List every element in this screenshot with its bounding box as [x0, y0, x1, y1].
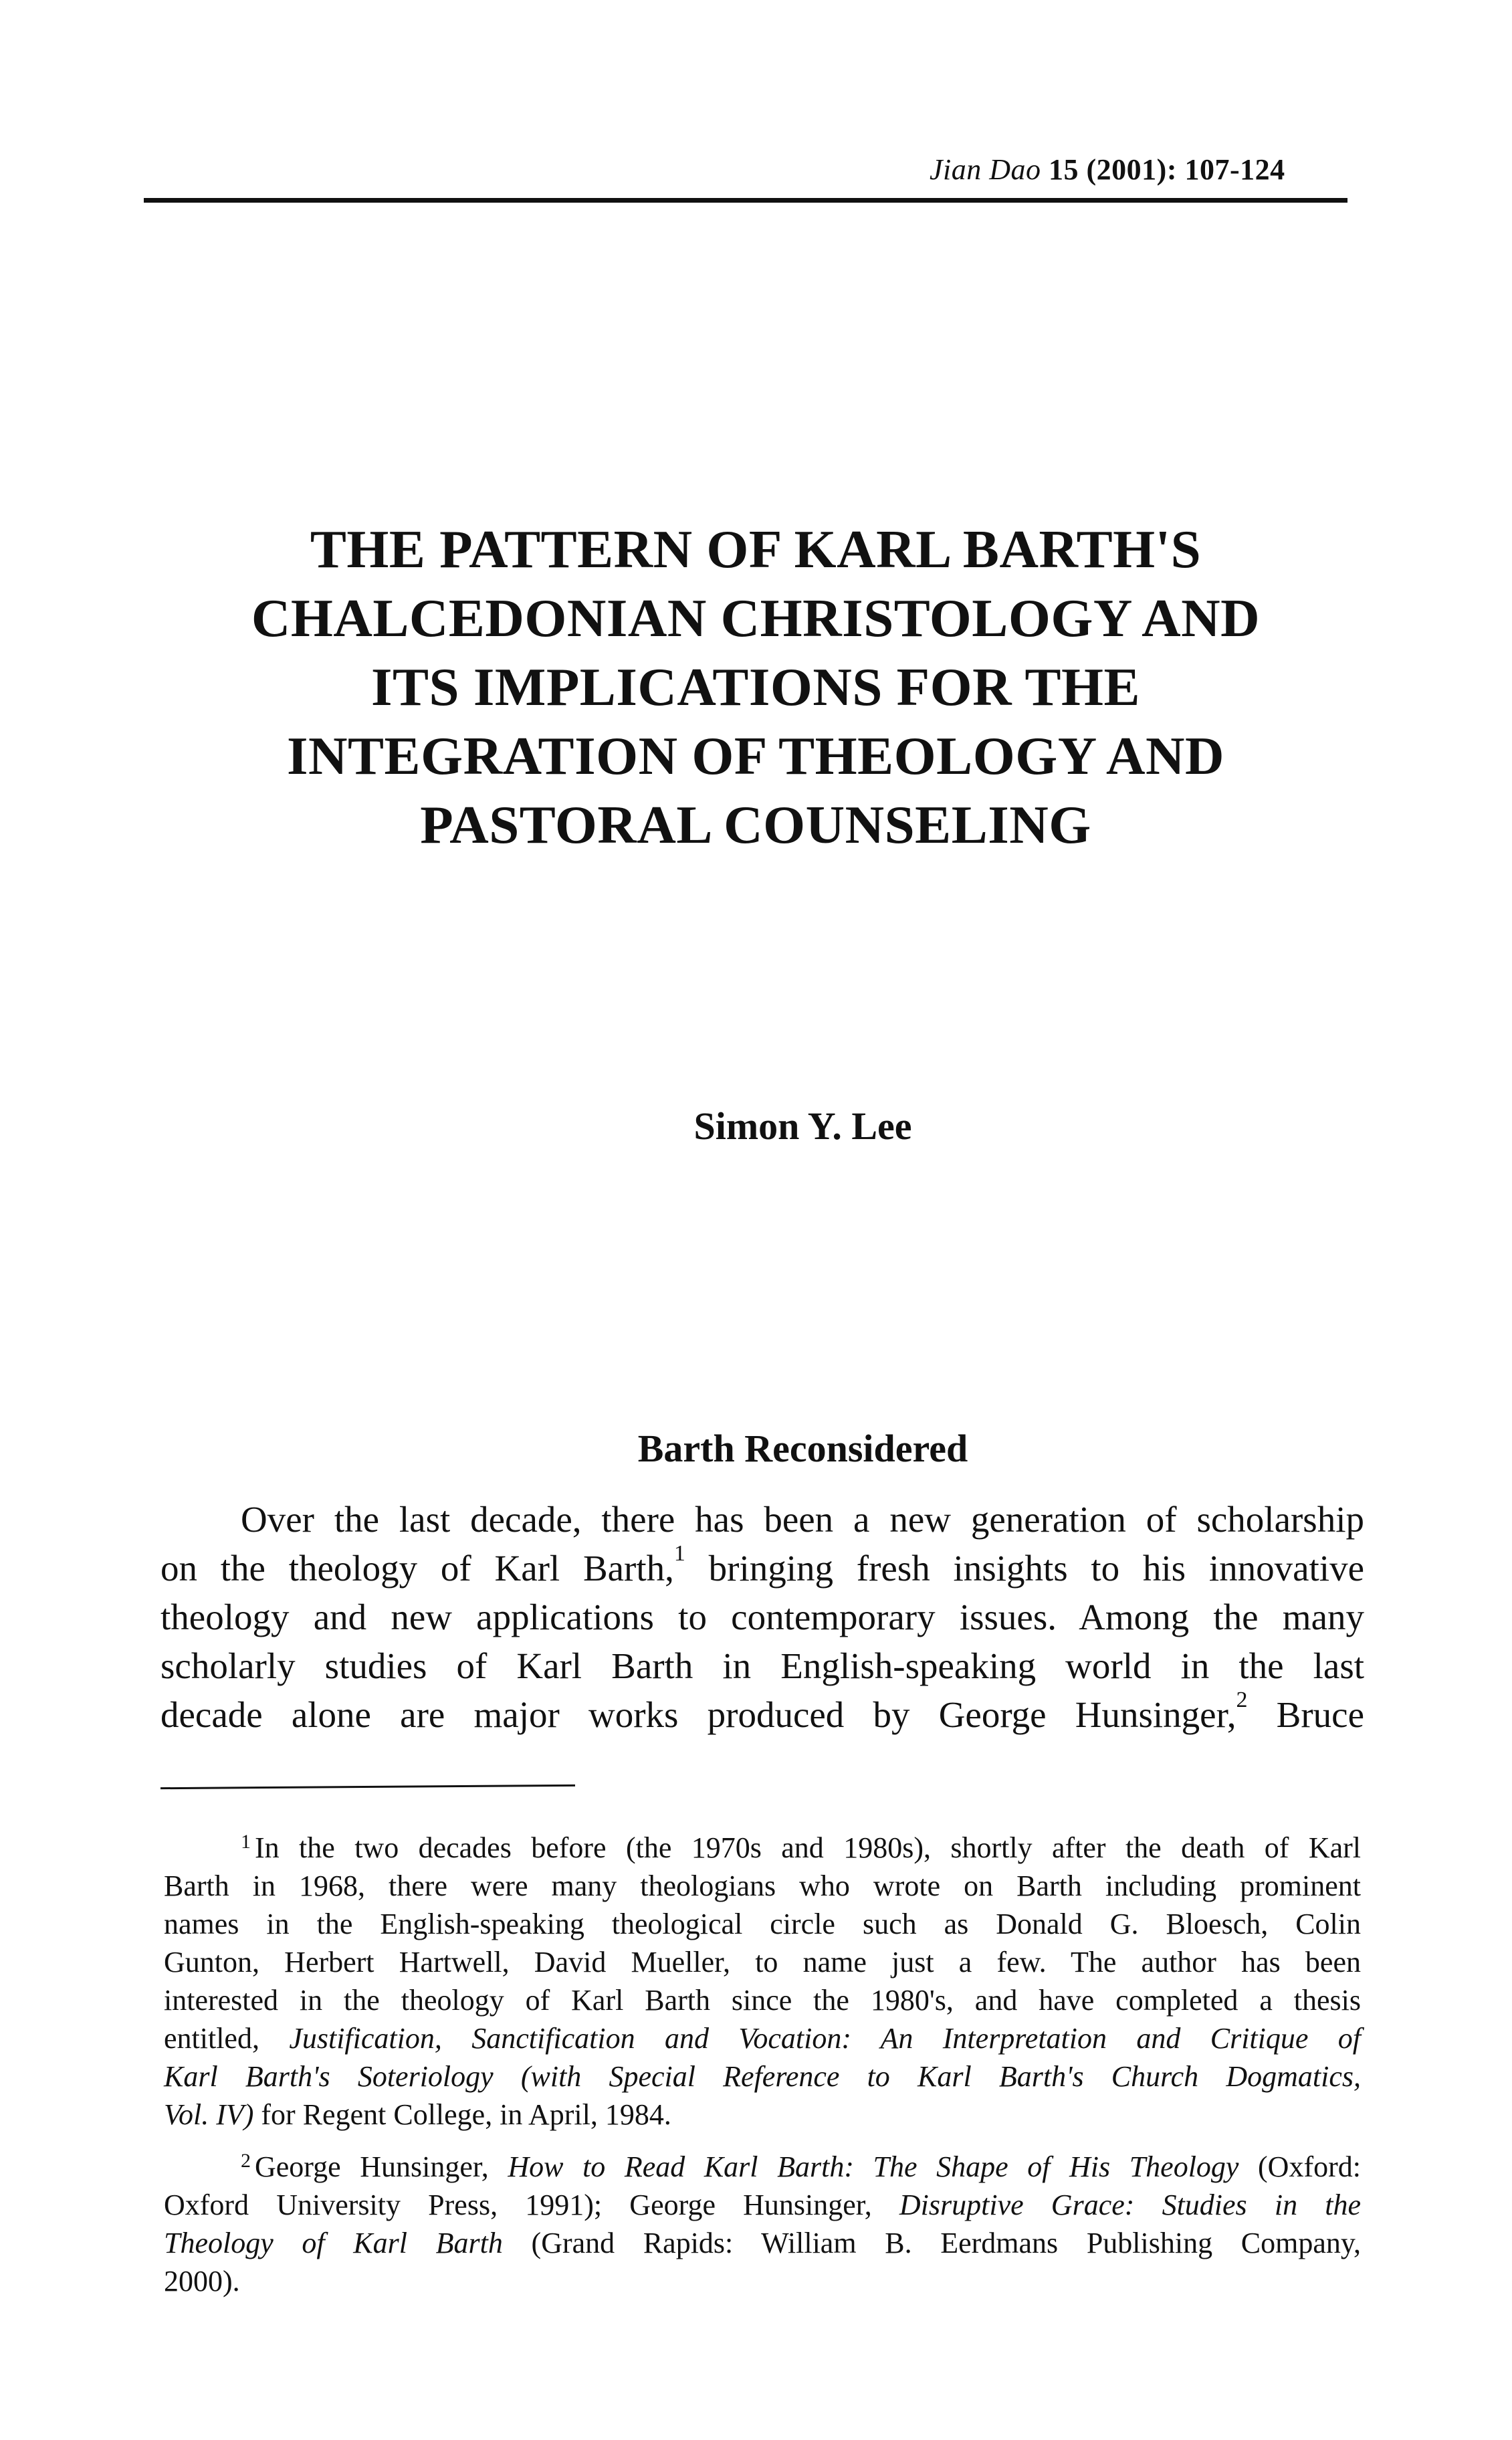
title-line: PASTORAL COUNSELING	[420, 795, 1091, 855]
body-line: decade alone are major works produced by George Hunsinger,$^2$ Bruce	[160, 1688, 1364, 1735]
footnotes	[164, 1823, 1361, 2308]
footnote-line: Karl Barth's Soteriology (with Special Reference to Karl Barth's Church Dogmatics,	[164, 2060, 1361, 2093]
footnote-line: Gunton, Herbert Hartwell, David Mueller, to name just a few. The author has been	[164, 1946, 1361, 1978]
footnote-number: 2	[241, 2150, 251, 2172]
footnote-line: Vol. IV) for Regent College, in April, 1984.	[164, 2098, 671, 2131]
body-paragraph	[160, 1495, 1364, 1739]
section-heading: Barth Reconsidered	[637, 1427, 968, 1470]
footnote-line: Oxford University Press, 1991); George Hunsinger, Disruptive Grace: Studies in the	[164, 2189, 1361, 2221]
journal-name: Jian Dao	[930, 153, 1041, 186]
header-rule	[144, 198, 1347, 203]
footnote-ref-1[interactable]: 1	[673, 1541, 685, 1566]
footnote-line: $^1$ In the two decades before (the 1970s and 1980s), shortly after the death of Karl	[241, 1831, 1361, 1864]
title-line: INTEGRATION OF THEOLOGY AND	[287, 726, 1224, 786]
author-name: Simon Y. Lee	[693, 1104, 912, 1148]
title-line: CHALCEDONIAN CHRISTOLOGY AND	[251, 588, 1261, 648]
footnote-separator	[160, 1785, 575, 1789]
title-line: ITS IMPLICATIONS FOR THE	[371, 657, 1140, 717]
footnote-line: interested in the theology of Karl Barth since the 1980's, and have completed a thesis	[164, 1984, 1361, 2017]
title-line: THE PATTERN OF KARL BARTH'S	[310, 519, 1202, 579]
footnote-number: 1	[241, 1831, 251, 1853]
footnote-line: 2000).	[164, 2265, 240, 2298]
footnote-ref-2[interactable]: 2	[1236, 1688, 1248, 1712]
footnote-line: entitled, Justification, Sanctification and Vocation: An Interpretation and Critique of	[164, 2022, 1361, 2055]
body-line: theology and new applications to contemporary issues. Among the many	[160, 1597, 1364, 1637]
body-line: scholarly studies of Karl Barth in English-speaking world in the last	[160, 1645, 1364, 1686]
footnote-line: names in the English-speaking theological circle such as Donald G. Bloesch, Colin	[164, 1908, 1361, 1940]
body-line: Over the last decade, there has been a new generation of scholarship	[241, 1499, 1364, 1540]
footnote-1	[164, 1823, 1361, 2134]
footnote-line: Barth in 1968, there were many theologians who wrote on Barth including prominent	[164, 1869, 1361, 1902]
body-line: on the theology of Karl Barth,$^1$ bringing fresh insights to his innovative	[160, 1541, 1365, 1589]
footnote-line: $^2$ George Hunsinger, How to Read Karl Barth: The Shape of His Theology (Oxford:	[241, 2150, 1361, 2183]
article-title	[160, 515, 1351, 859]
footnote-line: Theology of Karl Barth (Grand Rapids: William B. Eerdmans Publishing Company,	[164, 2227, 1361, 2259]
footnote-2	[164, 2142, 1361, 2300]
journal-citation: 15 (2001): 107-124	[1049, 153, 1285, 186]
running-head	[930, 152, 1285, 187]
